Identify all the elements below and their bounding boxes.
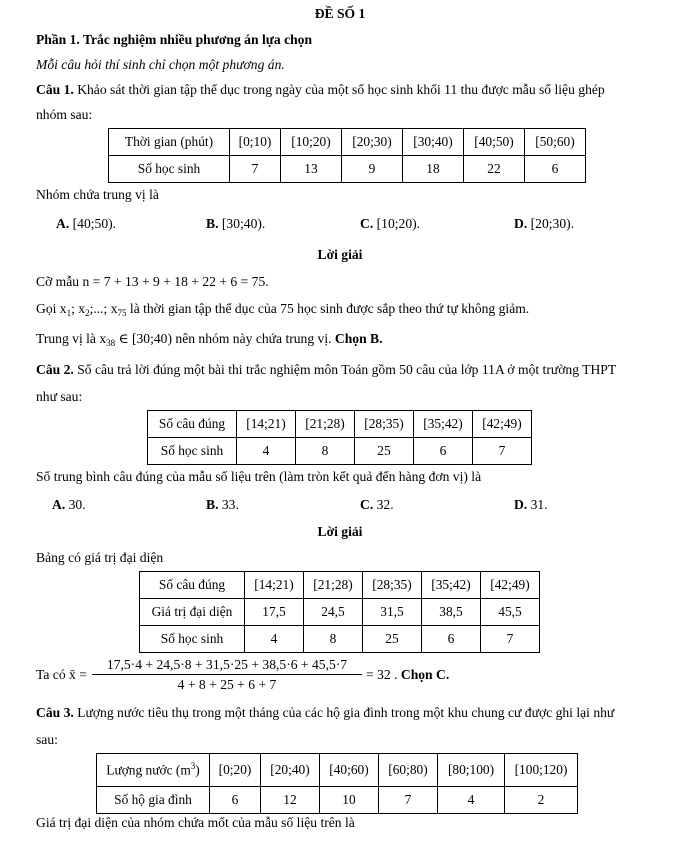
option-letter: B. [206, 216, 219, 231]
q2-mean-result-line [366, 667, 449, 683]
q3-text: Lượng nước tiêu thụ trong một tháng của các hộ gia đình trong một khu chung cư được ghi lại như [77, 705, 615, 720]
text-part: Trung vị là x [36, 331, 107, 346]
q2-text-line2: như sau: [36, 389, 83, 404]
text-part: ) [195, 762, 200, 778]
table-cell: [20;40) [261, 754, 320, 787]
table-row [140, 599, 540, 626]
table-cell: 6 [422, 626, 481, 653]
table-cell: [10;20) [281, 129, 342, 156]
table-cell: [50;60) [525, 129, 586, 156]
table-cell: 8 [296, 438, 355, 465]
q3-text-line1 [36, 705, 614, 721]
table-row [97, 754, 578, 787]
table-cell: 7 [230, 156, 281, 183]
option-value: 30. [68, 497, 86, 512]
table-cell: Thời gian (phút) [109, 129, 230, 156]
table-cell: [40;60) [320, 754, 379, 787]
option-value: [10;20). [376, 216, 421, 231]
q2-solution-title: Lời giải [317, 524, 363, 539]
q2-solution-table [139, 571, 540, 653]
table-row [140, 572, 540, 599]
q2-option-d[interactable] [514, 497, 548, 513]
table-cell: 31,5 [363, 599, 422, 626]
table-cell: Số câu đúng [140, 572, 245, 599]
q3-table [96, 753, 578, 814]
q1-solution-line1: Cỡ mẫu n = 7 + 13 + 9 + 18 + 22 + 6 = 75. [36, 274, 269, 289]
text-part: ∈ [30;40) nên nhóm này chứa trung vị. [115, 331, 332, 346]
table-cell: Số hộ gia đình [97, 787, 210, 814]
table-cell: 7 [481, 626, 540, 653]
text-part: là thời gian tập thể dục của 75 học sinh được sắp theo thứ tự không giảm. [126, 301, 530, 316]
option-value: 32. [376, 497, 394, 512]
q1-option-b[interactable] [206, 216, 265, 232]
table-cell: Số câu đúng [148, 411, 237, 438]
table-cell: [14;21) [245, 572, 304, 599]
table-cell: 13 [281, 156, 342, 183]
part1-note: Mỗi câu hỏi thí sinh chỉ chọn một phương án. [36, 57, 285, 72]
table-cell: 12 [261, 787, 320, 814]
q1-text-line1 [36, 82, 605, 98]
table-cell: [0;10) [230, 129, 281, 156]
table-cell: 6 [414, 438, 473, 465]
table-cell: 8 [304, 626, 363, 653]
table-cell: [100;120) [505, 754, 578, 787]
table-cell: 6 [210, 787, 261, 814]
q1-table [108, 128, 586, 183]
table-cell: [80;100) [438, 754, 505, 787]
option-letter: A. [52, 497, 66, 512]
fraction-bar [92, 674, 362, 675]
option-letter: A. [56, 216, 70, 231]
q1-option-a[interactable] [56, 216, 116, 232]
table-cell: Số học sinh [109, 156, 230, 183]
table-cell: Số học sinh [140, 626, 245, 653]
part1-title: Phần 1. Trắc nghiệm nhiều phương án lựa chọn [36, 32, 313, 47]
option-letter: B. [206, 497, 219, 512]
q1-text: Khảo sát thời gian tập thể dục trong ngày của một số học sinh khối 11 thu được mẫu số liệu ghép [77, 82, 605, 97]
option-letter: D. [514, 497, 528, 512]
table-cell: [14;21) [237, 411, 296, 438]
q2-mean-prefix: Ta có x̄ = [36, 667, 87, 682]
table-cell: 10 [320, 787, 379, 814]
option-letter: D. [514, 216, 528, 231]
table-cell: 17,5 [245, 599, 304, 626]
q1-label: Câu 1. [36, 82, 74, 97]
q3-prompt: Giá trị đại diện của nhóm chứa mốt của mẫu số liệu trên là [36, 815, 355, 830]
q2-label: Câu 2. [36, 362, 74, 377]
q1-answer: Chọn B. [334, 331, 383, 346]
q1-prompt: Nhóm chứa trung vị là [36, 187, 159, 202]
table-row [140, 626, 540, 653]
table-cell: [21;28) [296, 411, 355, 438]
table-row [97, 787, 578, 814]
table-cell: 45,5 [481, 599, 540, 626]
q2-prompt: Số trung bình câu đúng của mẫu số liệu trên (làm tròn kết quả đến hàng đơn vị) là [36, 469, 482, 484]
table-row [148, 411, 532, 438]
text-part: Lượng nước (m [106, 762, 191, 778]
table-cell: [40;50) [464, 129, 525, 156]
option-value: [40;50). [72, 216, 117, 231]
table-cell: 25 [355, 438, 414, 465]
table-cell [97, 754, 210, 787]
option-value: 33. [221, 497, 239, 512]
q2-text: Số câu trả lời đúng một bài thi trắc nghiệm môn Toán gồm 50 câu của lớp 11A ở một trường THPT [77, 362, 617, 377]
table-cell: [42;49) [481, 572, 540, 599]
table-cell: [28;35) [363, 572, 422, 599]
table-cell: [0;20) [210, 754, 261, 787]
exam-heading: ĐỀ SỐ 1 [314, 6, 366, 21]
table-cell: [28;35) [355, 411, 414, 438]
q2-option-c[interactable] [360, 497, 394, 513]
q3-label: Câu 3. [36, 705, 74, 720]
q2-text-line1 [36, 362, 616, 378]
table-cell: 7 [379, 787, 438, 814]
table-row [109, 156, 586, 183]
table-row [109, 129, 586, 156]
q1-solution-line3: Trung vị là $x_{38}$ ∈ [30;40) nên nhóm này chứa trung vị. Chọn B. [36, 331, 383, 348]
table-cell: 2 [505, 787, 578, 814]
table-cell: 24,5 [304, 599, 363, 626]
table-cell: [30;40) [403, 129, 464, 156]
table-cell: [35;42) [414, 411, 473, 438]
table-cell: 4 [237, 438, 296, 465]
table-cell: 4 [438, 787, 505, 814]
q2-answer: Chọn C. [400, 667, 450, 682]
table-cell: 6 [525, 156, 586, 183]
option-value: 31. [530, 497, 548, 512]
table-cell: Giá trị đại diện [140, 599, 245, 626]
option-letter: C. [360, 216, 374, 231]
table-cell: 7 [473, 438, 532, 465]
table-cell: 18 [403, 156, 464, 183]
q1-text-line2: nhóm sau: [36, 107, 93, 122]
table-cell: 22 [464, 156, 525, 183]
table-cell: 9 [342, 156, 403, 183]
table-cell: [42;49) [473, 411, 532, 438]
table-cell: [21;28) [304, 572, 363, 599]
table-cell: 38,5 [422, 599, 481, 626]
table-cell: [60;80) [379, 754, 438, 787]
text-part: Gọi x [36, 301, 67, 316]
q2-option-a[interactable] [52, 497, 86, 513]
q1-solution-line2: Gọi $x_1$; $x_2$;...; $x_{75}$ là thời gian tập thể dục của 75 học sinh được sắp theo thứ tự không giảm. [36, 301, 530, 318]
option-value: [20;30). [530, 216, 575, 231]
q2-mean-result: = 32 . [366, 667, 398, 682]
table-cell: Số học sinh [148, 438, 237, 465]
fraction-denominator: 4 + 8 + 25 + 6 + 7 [177, 677, 277, 692]
q2-option-b[interactable] [206, 497, 239, 513]
table-row [148, 438, 532, 465]
unit-superscript: 3 [190, 761, 196, 772]
q1-solution-title: Lời giải [317, 247, 363, 262]
option-letter: C. [360, 497, 374, 512]
q2-solution-intro: Bảng có giá trị đại diện [36, 550, 164, 565]
fraction-numerator: 17,5·4 + 24,5·8 + 31,5·25 + 38,5·6 + 45,5·7 [106, 657, 348, 672]
table-cell: 4 [245, 626, 304, 653]
option-value: [30;40). [221, 216, 266, 231]
table-cell: [20;30) [342, 129, 403, 156]
q1-option-d[interactable] [514, 216, 574, 232]
q3-text-line2: sau: [36, 732, 58, 747]
table-cell: [35;42) [422, 572, 481, 599]
q2-table [147, 410, 532, 465]
q1-option-c[interactable] [360, 216, 420, 232]
table-cell: 25 [363, 626, 422, 653]
